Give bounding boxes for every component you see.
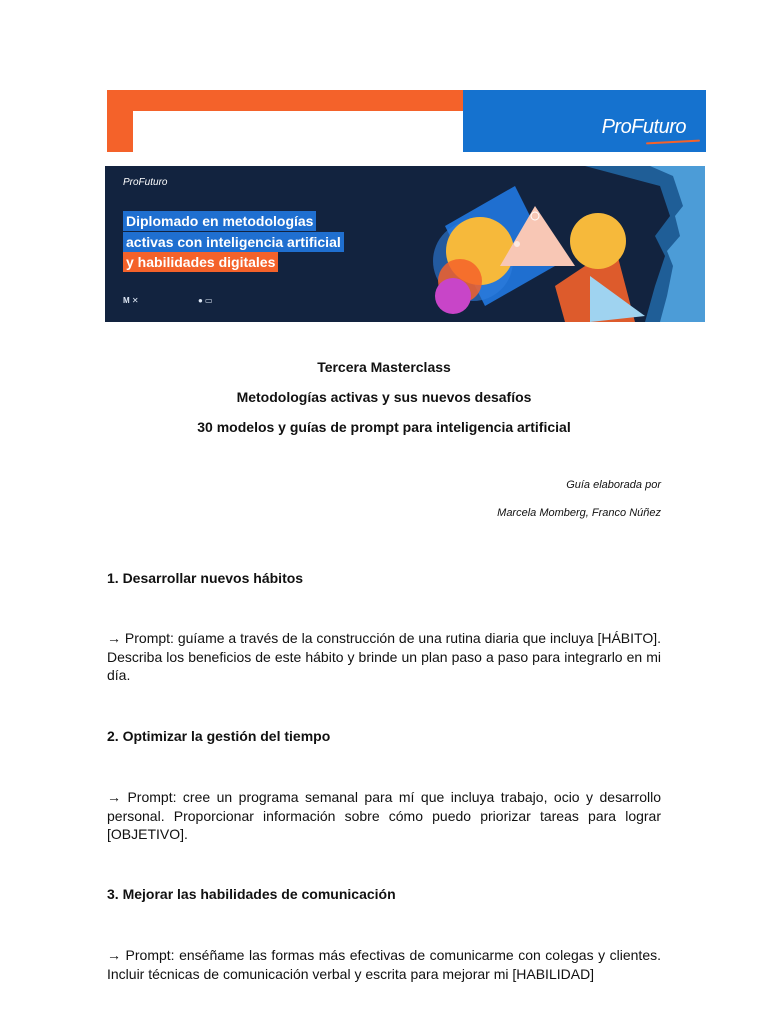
- header-strip: [107, 90, 706, 152]
- author-label: Guía elaborada por: [566, 479, 661, 491]
- banner-title-line-2: activas con inteligencia artificial: [123, 232, 344, 252]
- author-names: Marcela Momberg, Franco Núñez: [497, 507, 661, 519]
- sponsor-logos-left: M ✕: [123, 296, 139, 305]
- banner-title-line-1: Diplomado en metodologías: [123, 211, 316, 231]
- yellow-circle-2: [570, 213, 626, 269]
- magenta-circle: [435, 278, 471, 314]
- header-blue-panel: [463, 90, 706, 152]
- banner-logo: ProFuturo: [123, 177, 168, 188]
- section-3-heading: 3. Mejorar las habilidades de comunicación: [107, 886, 396, 902]
- course-banner: [105, 166, 705, 322]
- banner-artwork: [405, 166, 705, 322]
- header-orange-bar: [107, 90, 463, 111]
- title-line-2: Metodologías activas y sus nuevos desafíos: [236, 389, 532, 405]
- title-line-1: Tercera Masterclass: [317, 359, 451, 375]
- section-1-heading: 1. Desarrollar nuevos hábitos: [107, 570, 304, 586]
- section-2-prompt: → Prompt: cree un programa semanal para mí que incluya trabajo, ocio y desarrollo personal. Proporcionar información sobre cómo puedo priorizar tareas para lograr [OBJETIVO].: [107, 789, 661, 842]
- section-3-prompt: → Prompt: enséñame las formas más efectivas de comunicarme con colegas y clientes. Incluir técnicas de comunicación verbal y escrita para mejorar mi [HABILIDAD]: [107, 947, 661, 982]
- header-orange-corner: [107, 90, 133, 152]
- banner-title-line-3: y habilidades digitales: [123, 252, 278, 272]
- section-2-heading: 2. Optimizar la gestión del tiempo: [107, 728, 331, 744]
- profuturo-logo: ProFuturo: [602, 116, 686, 139]
- sponsor-logos-right: ● ▭: [198, 296, 213, 305]
- section-1-prompt: → Prompt: guíame a través de la construcción de una rutina diaria que incluya [HÁBITO]. Describa los beneficios de este hábito y brinde un plan paso a paso para integrarlo en mi día.: [107, 630, 661, 683]
- document-titles: [107, 352, 661, 442]
- title-line-3: 30 modelos y guías de prompt para inteligencia artificial: [197, 419, 571, 435]
